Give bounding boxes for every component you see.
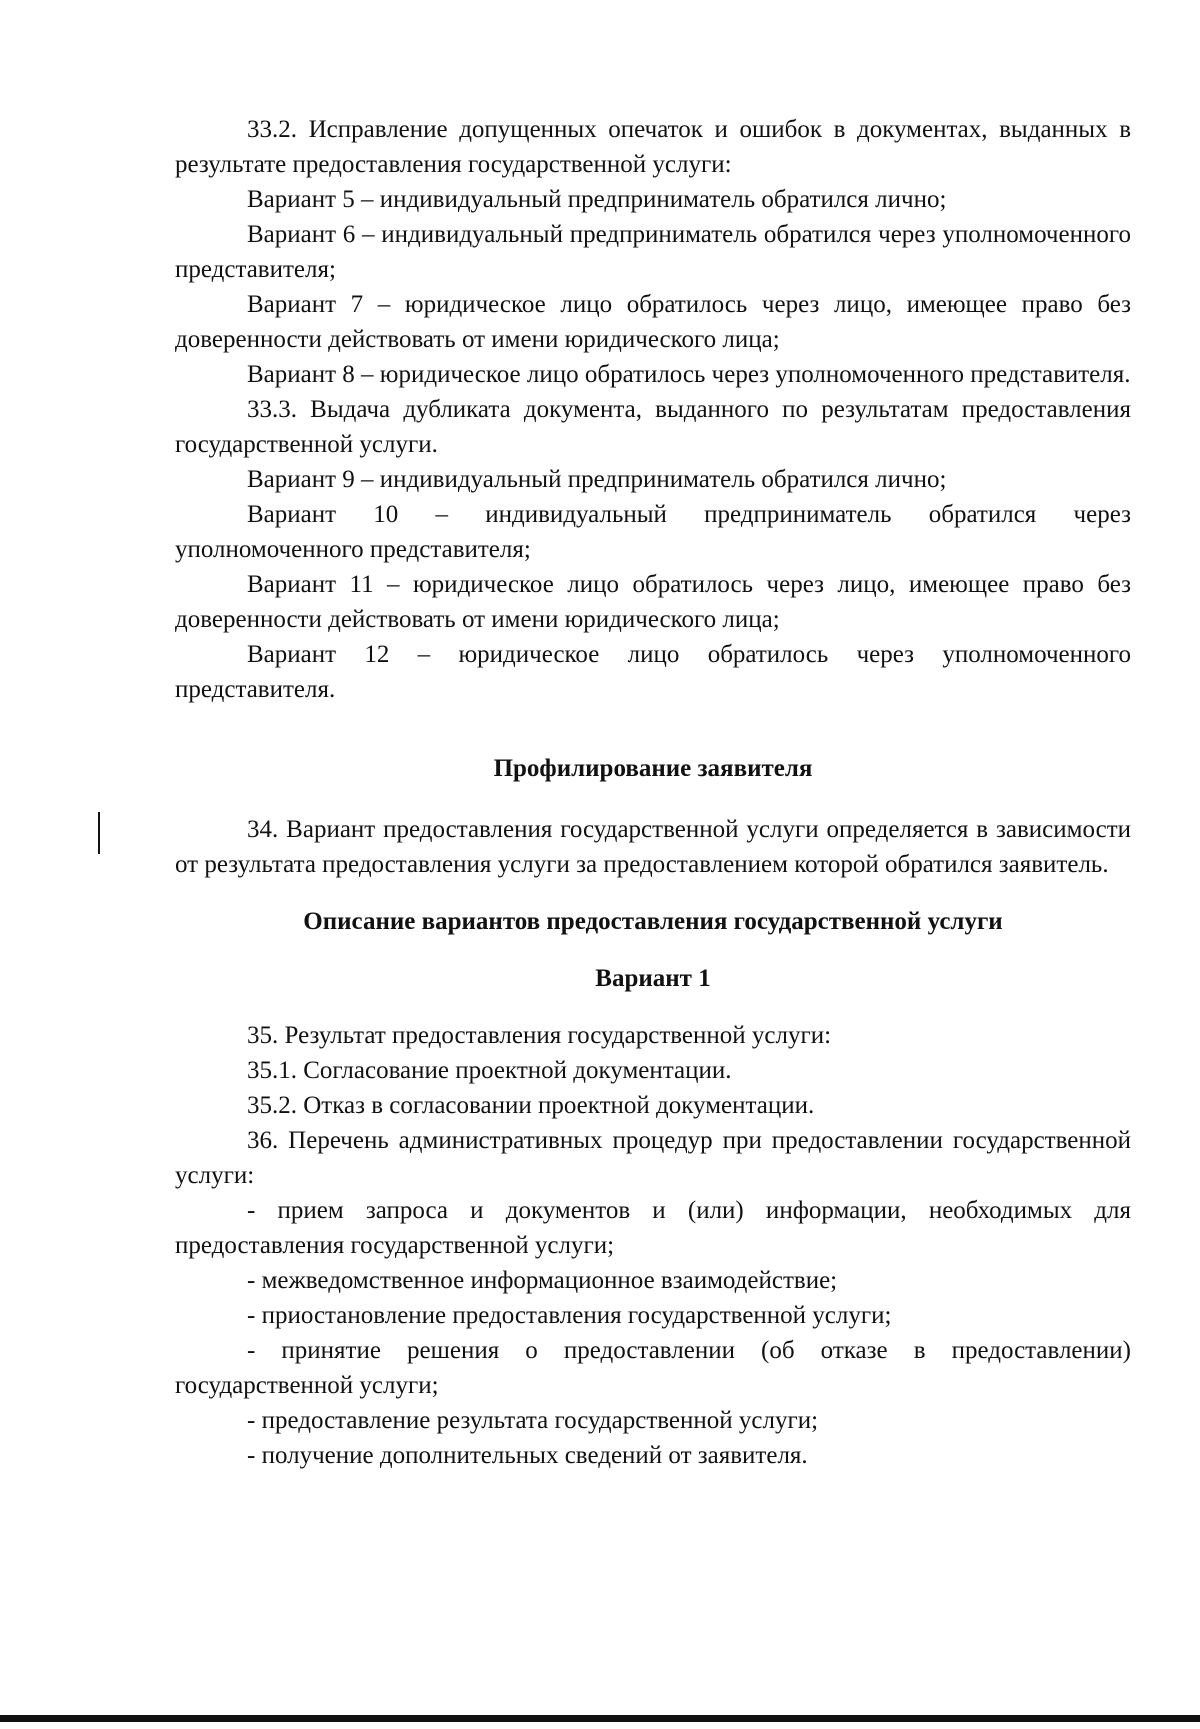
heading-profiling: Профилирование заявителя (493, 755, 813, 782)
spacer (175, 882, 1131, 904)
list-item: - межведомственное информационное взаимодействие; (247, 1267, 838, 1294)
document-body (175, 112, 1131, 1473)
bottom-rule (0, 1715, 1200, 1722)
paragraph-34: 34. Вариант предоставления государственной услуги определяется в зависимости от результата предоставления услуги за предоставлением которой обратился заявитель. (175, 816, 1131, 878)
paragraph-35-1: 35.1. Согласование проектной документации. (247, 1057, 732, 1084)
paragraph-variant-9: Вариант 9 – индивидуальный предприниматель обратился лично; (247, 466, 947, 493)
list-item: - приостановление предоставления государственной услуги; (247, 1302, 892, 1329)
paragraph-variant-5: Вариант 5 – индивидуальный предприниматель обратился лично; (247, 186, 947, 213)
paragraph-variant-7: Вариант 7 – юридическое лицо обратилось через лицо, имеющее право без доверенности действовать от имени юридического лица; (175, 291, 1131, 353)
spacer (175, 786, 1131, 812)
spacer (175, 707, 1131, 751)
list-item: - получение дополнительных сведений от заявителя. (247, 1442, 808, 1469)
paragraph-33-3: 33.3. Выдача дубликата документа, выданного по результатам предоставления государственной услуги. (175, 396, 1131, 458)
paragraph-35-2: 35.2. Отказ в согласовании проектной документации. (247, 1092, 815, 1119)
list-item: - принятие решения о предоставлении (об отказе в предоставлении) государственной услуги; (175, 1337, 1131, 1399)
list-item: - прием запроса и документов и (или) информации, необходимых для предоставления государственной услуги; (175, 1197, 1131, 1259)
paragraph-variant-11: Вариант 11 – юридическое лицо обратилось через лицо, имеющее право без доверенности действовать от имени юридического лица; (175, 571, 1131, 633)
spacer (175, 996, 1131, 1018)
paragraph-36: 36. Перечень административных процедур при предоставлении государственной услуги: (175, 1127, 1131, 1189)
paragraph-33-2: 33.2. Исправление допущенных опечаток и ошибок в документах, выданных в результате предоставления государственной услуги: (175, 116, 1131, 178)
paragraph-variant-10: Вариант 10 – индивидуальный предприниматель обратился через уполномоченного представителя; (175, 501, 1131, 563)
list-item: - предоставление результата государственной услуги; (247, 1407, 819, 1434)
margin-mark (98, 812, 100, 854)
paragraph-35: 35. Результат предоставления государственной услуги: (247, 1022, 832, 1049)
heading-variant-1: Вариант 1 (595, 965, 711, 992)
spacer (175, 939, 1131, 961)
paragraph-variant-12: Вариант 12 – юридическое лицо обратилось через уполномоченного представителя. (175, 641, 1131, 703)
paragraph-variant-8: Вариант 8 – юридическое лицо обратилось через уполномоченного представителя. (247, 361, 1131, 388)
heading-description: Описание вариантов предоставления государственной услуги (303, 908, 1003, 935)
paragraph-variant-6: Вариант 6 – индивидуальный предприниматель обратился через уполномоченного представителя; (175, 221, 1131, 283)
